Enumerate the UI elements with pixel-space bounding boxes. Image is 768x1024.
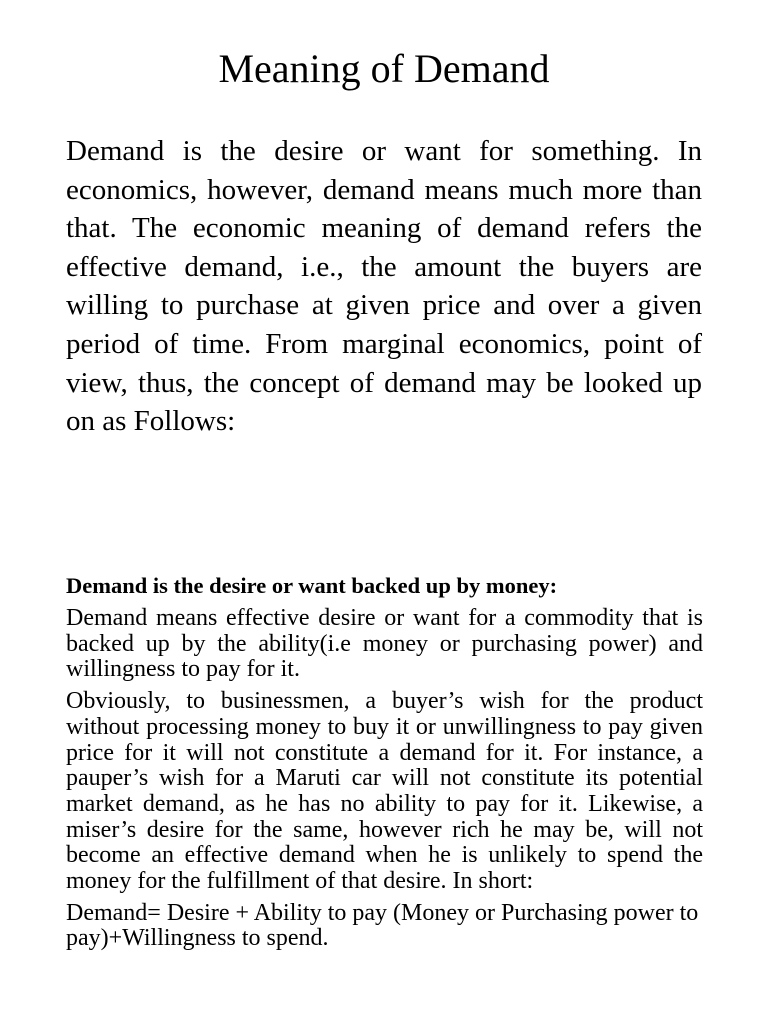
definition-section	[66, 572, 703, 958]
slide-title: Meaning of Demand	[218, 46, 550, 91]
demand-formula: Demand= Desire + Ability to pay (Money or Purchasing power to pay)+Willingness to spend.	[66, 899, 699, 952]
example-paragraph: Obviously, to businessmen, a buyer’s wish for the product without processing money to buy it or unwillingness to pay given price for it will not constitute a demand for it. For instance, a pauper’s wish for a Maruti car will not constitute its potential market demand, as he has no ability to pay for it. Likewise, a miser’s desire for the same, however rich he may be, will not become an effective demand when he is unlikely to spend the money for the fulfillment of that desire. In short:	[66, 688, 703, 895]
intro-paragraph: Demand is the desire or want for something. In economics, however, demand means much more than that. The economic meaning of demand refers the effective demand, i.e., the amount the buyers are willing to purchase at given price and over a given period of time. From marginal economics, point of view, thus, the concept of demand may be looked up on as Follows:	[66, 135, 702, 438]
effective-demand-paragraph: Demand means effective desire or want for a commodity that is backed up by the ability(i.e money or purchasing power) and willingness to pay for it.	[66, 605, 703, 683]
section-heading: Demand is the desire or want backed up by money:	[66, 573, 558, 598]
